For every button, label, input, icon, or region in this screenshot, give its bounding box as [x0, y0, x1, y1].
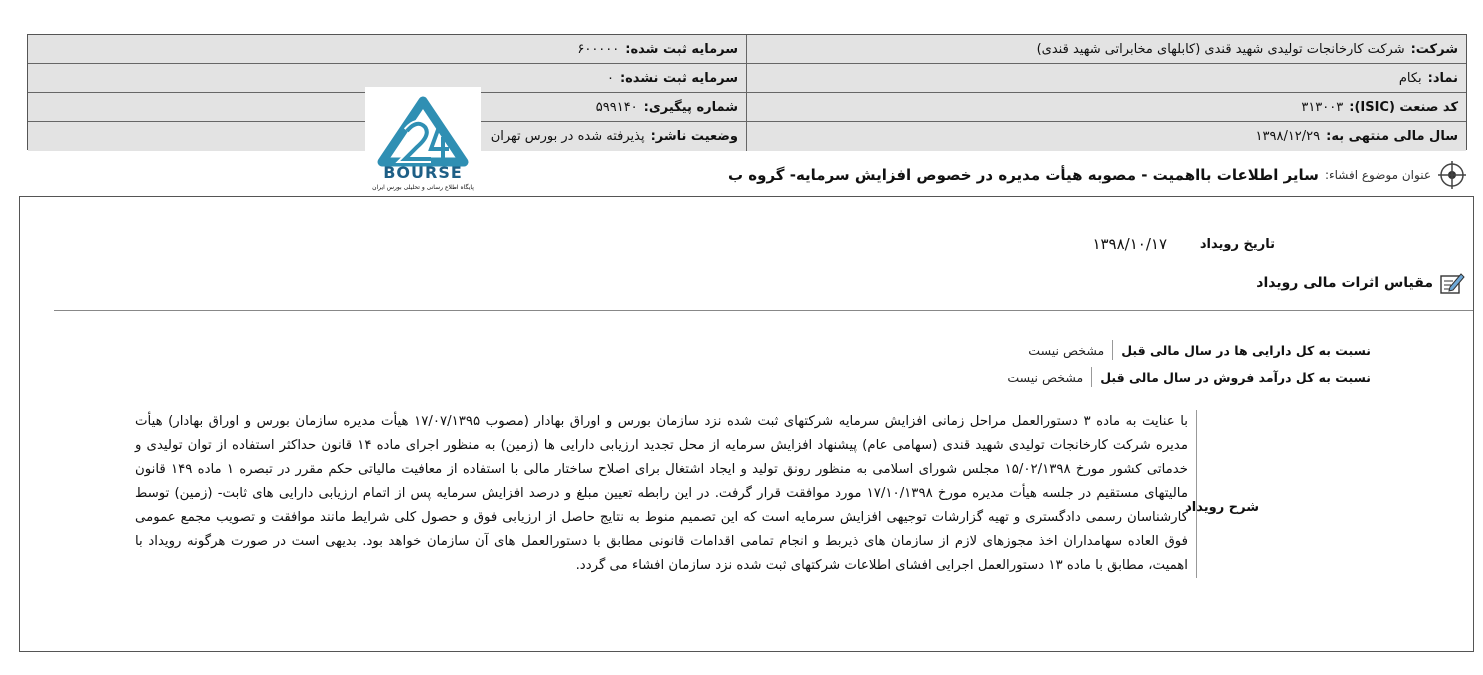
assets-ratio-value: مشخص نیست	[1028, 342, 1105, 358]
isic-code-cell	[746, 93, 1466, 122]
company-info-table	[27, 34, 1467, 150]
assets-ratio-label: نسبت به کل دارایی ها در سال مالی قبل	[1112, 340, 1371, 360]
bourse-logo-icon	[365, 87, 481, 195]
company-name-label: شرکت:	[1410, 41, 1458, 57]
assets-ratio-row	[1028, 340, 1371, 360]
revenue-ratio-label: نسبت به کل درآمد فروش در سال مالی قبل	[1091, 367, 1371, 387]
symbol-label: نماد:	[1427, 70, 1458, 86]
logo-text: BOURSE	[383, 163, 463, 182]
bourse-logo	[365, 87, 481, 195]
company-name-cell	[746, 35, 1466, 64]
symbol-cell	[746, 64, 1466, 93]
financial-effects-heading	[1256, 271, 1465, 295]
subject-title: سایر اطلاعات بااهمیت - مصوبه هیأت مدیره در خصوص افزایش سرمایه- گروه ب	[727, 166, 1319, 184]
revenue-ratio-value: مشخص نیست	[1007, 369, 1084, 385]
section-divider	[54, 310, 1473, 311]
tracking-number-value: ۵۹۹۱۴۰	[595, 99, 638, 115]
isic-code-value: ۳۱۳۰۰۳	[1301, 99, 1344, 115]
subject-label: عنوان موضوع افشاء:	[1324, 168, 1431, 182]
description-label: شرح رویداد	[1185, 500, 1259, 515]
publisher-status-label: وضعیت ناشر:	[650, 129, 738, 144]
unregistered-capital-label: سرمایه ثبت نشده:	[619, 70, 738, 86]
edit-note-icon	[1439, 271, 1465, 295]
publisher-status-value: پذیرفته شده در بورس تهران	[490, 129, 645, 144]
event-date-value: ۱۳۹۸/۱۰/۱۷	[1092, 235, 1167, 253]
disclosure-subject	[728, 160, 1467, 190]
event-date-label: تاریخ رویداد	[1199, 237, 1275, 252]
tracking-number-label: شماره پیگیری:	[643, 99, 738, 115]
registered-capital-label: سرمایه ثبت شده:	[625, 41, 738, 57]
company-name-value: شرکت کارخانجات تولیدی شهید قندی (کابلهای مخابراتی شهید قندی)	[1036, 41, 1405, 57]
registered-capital-cell	[28, 35, 746, 64]
disclosure-body	[19, 196, 1474, 652]
description-text: با عنایت به ماده ۳ دستورالعمل مراحل زمانی افزایش سرمایه شرکتهای ثبت شده نزد سازمان بورس و اوراق بهادار (مصوب ۱۷/۰۷/۱۳۹۵ هیأت مدیره سازمان بورس و اوراق بهادار) هیأت مدیره شرکت کارخانجات تولیدی شهید قندی (سهامی عام) پیشنهاد افزایش سرمایه از محل تجدید ارزیابی دارایی ها (زمین) به منظور اجرای ماده ۱۴ قانون حداکثر استفاده از توان تولیدی و خدماتی کشور مورخ ۱۵/۰۲/۱۳۹۸ مجلس شورای اسلامی به منظور رونق تولید و ایجاد اشتغال برای اصلاح ساختار مالی با استفاده از معافیت مالیاتی حکم مقرر در تبصره ۱ ماده ۱۴۹ قانون مالیتهای مستقیم در جلسه هیأت مدیره مورخ ۱۷/۱۰/۱۳۹۸ مورد موافقت قرار گرفت. در این رابطه تعیین مبلغ و درصد افزایش سرمایه پس از اتمام ارزیابی دارایی های ثابت- (زمین) توسط کارشناسان رسمی دادگستری و تهیه گزارشات توجیهی افزایش سرمایه است که این تصمیم منوط به نتایج حاصل از ارزیابی فوق و حصول کلی شرایط مانند موافقت و تصویب مجمع عمومی فوق العاده سهامداران اخذ مجوزهای لازم از سازمان های ذیربط و انجام تمامی اقدامات قانونی مطابق با دستورالعمل های آن سازمان خواهد بود. بدیهی است در صورت هرگونه رویداد با اهمیت، مطابق با ماده ۱۳ دستورالعمل اجرایی افشای اطلاعات شرکتهای ثبت شده نزد سازمان افشاء می گردد.	[135, 414, 1188, 573]
unregistered-capital-value: ۰	[606, 70, 614, 86]
symbol-value: بکام	[1398, 70, 1422, 86]
fiscal-year-cell	[746, 122, 1466, 151]
logo-subtext: پایگاه اطلاع رسانی و تحلیلی بورس ایران	[372, 184, 474, 191]
isic-code-label: کد صنعت (ISIC):	[1349, 99, 1458, 115]
fiscal-year-value: ۱۳۹۸/۱۲/۲۹	[1255, 129, 1321, 144]
financial-effects-title: مقیاس اثرات مالی رویداد	[1256, 275, 1433, 291]
revenue-ratio-row	[1007, 367, 1371, 387]
target-icon	[1437, 160, 1467, 190]
description-box	[135, 410, 1197, 578]
registered-capital-value: ۶۰۰۰۰۰	[577, 41, 620, 57]
fiscal-year-label: سال مالی منتهی به:	[1326, 129, 1458, 144]
